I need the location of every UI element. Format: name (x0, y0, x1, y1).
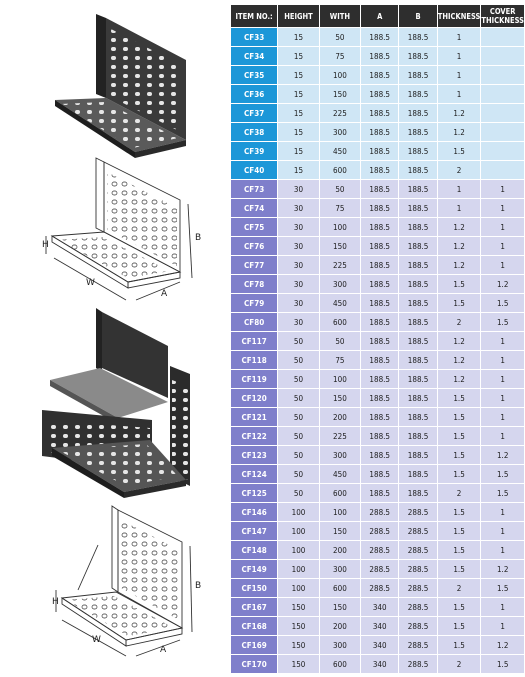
cell-b: 288.5 (399, 598, 437, 617)
cell-a: 288.5 (361, 503, 399, 522)
cell-cover-thickness: 1.5 (481, 484, 525, 503)
cell-b: 188.5 (399, 199, 437, 218)
cell-a: 188.5 (361, 66, 399, 85)
table-row (231, 617, 525, 636)
cell-a: 188.5 (361, 47, 399, 66)
cell-a: 188.5 (361, 161, 399, 180)
cell-a: 188.5 (361, 218, 399, 237)
cell-a: 188.5 (361, 484, 399, 503)
cell-cover-thickness: 1 (481, 351, 525, 370)
cell-item-no: CF168 (231, 617, 278, 636)
header-thickness: THICKNESS (437, 5, 481, 28)
cell-a: 188.5 (361, 275, 399, 294)
cell-b: 188.5 (399, 446, 437, 465)
cell-a: 288.5 (361, 579, 399, 598)
cell-a: 188.5 (361, 104, 399, 123)
table-row (231, 237, 525, 256)
cell-height: 100 (278, 522, 320, 541)
table-row (231, 503, 525, 522)
cell-thickness: 1 (437, 47, 481, 66)
cell-item-no: CF121 (231, 408, 278, 427)
cell-cover-thickness: 1 (481, 541, 525, 560)
cell-item-no: CF118 (231, 351, 278, 370)
table-row (231, 389, 525, 408)
cell-cover-thickness: 1 (481, 389, 525, 408)
figure-dark-bend-with-cover (42, 308, 190, 498)
cell-a: 188.5 (361, 142, 399, 161)
cell-cover-thickness: 1.2 (481, 636, 525, 655)
cell-item-no: CF77 (231, 256, 278, 275)
cell-height: 150 (278, 598, 320, 617)
cell-thickness: 1.5 (437, 598, 481, 617)
cell-b: 188.5 (399, 427, 437, 446)
cell-cover-thickness (481, 66, 525, 85)
cell-item-no: CF169 (231, 636, 278, 655)
cell-height: 100 (278, 541, 320, 560)
cell-b: 288.5 (399, 541, 437, 560)
cell-b: 188.5 (399, 28, 437, 47)
cell-width: 100 (319, 370, 360, 389)
cell-b: 188.5 (399, 370, 437, 389)
cell-height: 50 (278, 370, 320, 389)
table-row (231, 123, 525, 142)
table-row (231, 66, 525, 85)
header-a: A (361, 5, 399, 28)
cell-item-no: CF36 (231, 85, 278, 104)
cell-height: 150 (278, 636, 320, 655)
header-cover-thickness: COVER THICKNESS (481, 5, 525, 28)
cell-a: 188.5 (361, 351, 399, 370)
cell-cover-thickness: 1.5 (481, 313, 525, 332)
cell-item-no: CF39 (231, 142, 278, 161)
cell-width: 150 (319, 237, 360, 256)
cell-thickness: 2 (437, 484, 481, 503)
cell-width: 100 (319, 218, 360, 237)
cell-a: 288.5 (361, 560, 399, 579)
header-item-no: ITEM NO.: (231, 5, 278, 28)
table-row (231, 484, 525, 503)
cell-b: 188.5 (399, 123, 437, 142)
figure-line-vertical-bend (46, 158, 192, 300)
cell-b: 288.5 (399, 503, 437, 522)
cell-height: 50 (278, 446, 320, 465)
cell-width: 600 (319, 579, 360, 598)
cell-cover-thickness: 1 (481, 427, 525, 446)
cell-height: 15 (278, 123, 320, 142)
cell-height: 50 (278, 408, 320, 427)
cell-thickness: 2 (437, 579, 481, 598)
cell-a: 188.5 (361, 313, 399, 332)
table-row (231, 465, 525, 484)
cell-height: 30 (278, 256, 320, 275)
cell-item-no: CF74 (231, 199, 278, 218)
cell-b: 188.5 (399, 85, 437, 104)
cell-a: 340 (361, 598, 399, 617)
cell-cover-thickness: 1 (481, 408, 525, 427)
cell-height: 15 (278, 28, 320, 47)
cell-width: 75 (319, 47, 360, 66)
cell-cover-thickness: 1.2 (481, 446, 525, 465)
cell-width: 50 (319, 180, 360, 199)
cell-thickness: 1 (437, 66, 481, 85)
cell-width: 200 (319, 617, 360, 636)
table-row (231, 142, 525, 161)
cell-width: 200 (319, 408, 360, 427)
cell-item-no: CF149 (231, 560, 278, 579)
table-row (231, 218, 525, 237)
cell-a: 188.5 (361, 294, 399, 313)
cell-a: 188.5 (361, 256, 399, 275)
cell-b: 288.5 (399, 560, 437, 579)
cell-thickness: 2 (437, 161, 481, 180)
cell-a: 188.5 (361, 85, 399, 104)
cell-cover-thickness (481, 85, 525, 104)
table-row (231, 256, 525, 275)
cell-item-no: CF119 (231, 370, 278, 389)
cell-thickness: 1.2 (437, 370, 481, 389)
cell-a: 188.5 (361, 28, 399, 47)
cell-item-no: CF122 (231, 427, 278, 446)
cell-width: 150 (319, 389, 360, 408)
cell-height: 50 (278, 389, 320, 408)
table-row (231, 522, 525, 541)
table-row (231, 104, 525, 123)
cell-cover-thickness: 1 (481, 237, 525, 256)
cell-thickness: 2 (437, 655, 481, 674)
table-row (231, 47, 525, 66)
cell-a: 188.5 (361, 237, 399, 256)
cell-width: 450 (319, 294, 360, 313)
cell-width: 300 (319, 446, 360, 465)
cell-height: 150 (278, 655, 320, 674)
cell-b: 288.5 (399, 579, 437, 598)
cell-item-no: CF38 (231, 123, 278, 142)
cell-cover-thickness: 1 (481, 370, 525, 389)
cell-item-no: CF78 (231, 275, 278, 294)
cell-a: 188.5 (361, 199, 399, 218)
cell-height: 100 (278, 560, 320, 579)
cell-b: 188.5 (399, 465, 437, 484)
cell-width: 600 (319, 484, 360, 503)
cell-thickness: 2 (437, 313, 481, 332)
table-row (231, 579, 525, 598)
cell-cover-thickness: 1 (481, 522, 525, 541)
cell-thickness: 1.5 (437, 446, 481, 465)
cell-width: 300 (319, 275, 360, 294)
cell-thickness: 1.5 (437, 465, 481, 484)
cell-thickness: 1.2 (437, 123, 481, 142)
cell-cover-thickness: 1 (481, 256, 525, 275)
table-row (231, 275, 525, 294)
cell-height: 50 (278, 427, 320, 446)
cell-height: 50 (278, 332, 320, 351)
cell-cover-thickness: 1.2 (481, 275, 525, 294)
cell-b: 188.5 (399, 256, 437, 275)
cell-a: 288.5 (361, 522, 399, 541)
cell-b: 188.5 (399, 218, 437, 237)
cell-b: 188.5 (399, 66, 437, 85)
cell-width: 225 (319, 427, 360, 446)
cell-height: 150 (278, 617, 320, 636)
cell-width: 450 (319, 142, 360, 161)
table-row (231, 351, 525, 370)
cell-item-no: CF37 (231, 104, 278, 123)
cell-b: 188.5 (399, 332, 437, 351)
cell-width: 50 (319, 28, 360, 47)
cell-cover-thickness: 1.5 (481, 465, 525, 484)
cell-item-no: CF146 (231, 503, 278, 522)
cell-a: 188.5 (361, 123, 399, 142)
cell-width: 300 (319, 560, 360, 579)
cell-item-no: CF40 (231, 161, 278, 180)
cell-thickness: 1 (437, 199, 481, 218)
cell-b: 188.5 (399, 104, 437, 123)
cell-cover-thickness (481, 47, 525, 66)
dim-a-label: A (161, 289, 168, 299)
cell-cover-thickness: 1.5 (481, 294, 525, 313)
cell-width: 450 (319, 465, 360, 484)
cell-thickness: 1.5 (437, 427, 481, 446)
cell-thickness: 1 (437, 28, 481, 47)
header-row (231, 5, 525, 28)
cell-thickness: 1 (437, 85, 481, 104)
cell-height: 100 (278, 503, 320, 522)
cell-height: 30 (278, 180, 320, 199)
cell-height: 15 (278, 104, 320, 123)
cell-thickness: 1.5 (437, 522, 481, 541)
cell-item-no: CF147 (231, 522, 278, 541)
cell-thickness: 1.2 (437, 104, 481, 123)
cell-height: 100 (278, 579, 320, 598)
cell-width: 225 (319, 256, 360, 275)
cell-thickness: 1.2 (437, 332, 481, 351)
cell-item-no: CF33 (231, 28, 278, 47)
cell-item-no: CF124 (231, 465, 278, 484)
cell-width: 225 (319, 104, 360, 123)
cell-cover-thickness: 1 (481, 598, 525, 617)
cell-item-no: CF123 (231, 446, 278, 465)
cell-width: 200 (319, 541, 360, 560)
cell-a: 340 (361, 655, 399, 674)
table-row (231, 180, 525, 199)
cell-thickness: 1.5 (437, 389, 481, 408)
cell-cover-thickness (481, 123, 525, 142)
cell-thickness: 1 (437, 180, 481, 199)
product-illustrations (0, 0, 228, 677)
table-row (231, 85, 525, 104)
cell-item-no: CF150 (231, 579, 278, 598)
cell-width: 600 (319, 161, 360, 180)
cell-thickness: 1.2 (437, 237, 481, 256)
cell-a: 340 (361, 636, 399, 655)
figure-dark-vertical-bend (55, 14, 186, 158)
table-row (231, 370, 525, 389)
cell-b: 188.5 (399, 389, 437, 408)
cell-item-no: CF148 (231, 541, 278, 560)
cell-a: 188.5 (361, 180, 399, 199)
cell-item-no: CF73 (231, 180, 278, 199)
spec-table (230, 4, 525, 674)
cell-thickness: 1.5 (437, 294, 481, 313)
dim-a-label-2: A (160, 645, 167, 655)
cell-height: 30 (278, 313, 320, 332)
cell-width: 300 (319, 123, 360, 142)
cell-b: 188.5 (399, 313, 437, 332)
cell-width: 75 (319, 351, 360, 370)
table-row (231, 541, 525, 560)
cell-height: 15 (278, 85, 320, 104)
table-row (231, 636, 525, 655)
cell-cover-thickness: 1.5 (481, 655, 525, 674)
cell-cover-thickness (481, 161, 525, 180)
cell-b: 188.5 (399, 351, 437, 370)
cell-b: 188.5 (399, 275, 437, 294)
cell-b: 188.5 (399, 142, 437, 161)
cell-cover-thickness: 1 (481, 218, 525, 237)
cell-width: 600 (319, 655, 360, 674)
cell-thickness: 1.5 (437, 142, 481, 161)
cell-cover-thickness: 1 (481, 180, 525, 199)
cell-b: 288.5 (399, 655, 437, 674)
table-row (231, 332, 525, 351)
cell-height: 30 (278, 199, 320, 218)
cell-item-no: CF125 (231, 484, 278, 503)
cell-cover-thickness (481, 28, 525, 47)
cell-height: 15 (278, 47, 320, 66)
cell-cover-thickness: 1 (481, 503, 525, 522)
cell-item-no: CF34 (231, 47, 278, 66)
figure-line-tall-bend (56, 506, 192, 656)
cell-b: 288.5 (399, 617, 437, 636)
cell-thickness: 1.2 (437, 218, 481, 237)
cell-a: 188.5 (361, 332, 399, 351)
cell-thickness: 1.5 (437, 275, 481, 294)
cell-item-no: CF76 (231, 237, 278, 256)
cell-a: 188.5 (361, 427, 399, 446)
cell-height: 30 (278, 218, 320, 237)
cell-cover-thickness: 1 (481, 617, 525, 636)
cell-width: 100 (319, 66, 360, 85)
cell-thickness: 1.5 (437, 541, 481, 560)
cell-height: 30 (278, 294, 320, 313)
cell-b: 188.5 (399, 237, 437, 256)
cell-item-no: CF167 (231, 598, 278, 617)
dim-w-label-2: W (92, 635, 101, 645)
table-row (231, 28, 525, 47)
cell-width: 100 (319, 503, 360, 522)
cell-cover-thickness: 1.5 (481, 579, 525, 598)
cell-cover-thickness: 1 (481, 199, 525, 218)
cell-height: 50 (278, 484, 320, 503)
header-b: B (399, 5, 437, 28)
cell-a: 188.5 (361, 465, 399, 484)
cell-thickness: 1.5 (437, 617, 481, 636)
cell-b: 288.5 (399, 522, 437, 541)
dim-b-label: B (195, 233, 202, 243)
cell-item-no: CF117 (231, 332, 278, 351)
dim-h-label: H (42, 240, 49, 250)
cell-width: 75 (319, 199, 360, 218)
cell-a: 188.5 (361, 370, 399, 389)
cell-width: 600 (319, 313, 360, 332)
cell-thickness: 1.2 (437, 256, 481, 275)
cell-item-no: CF120 (231, 389, 278, 408)
cell-width: 50 (319, 332, 360, 351)
table-row (231, 560, 525, 579)
cell-cover-thickness (481, 142, 525, 161)
cell-width: 150 (319, 522, 360, 541)
cell-height: 15 (278, 161, 320, 180)
cell-a: 340 (361, 617, 399, 636)
cell-thickness: 1.5 (437, 503, 481, 522)
cell-b: 188.5 (399, 161, 437, 180)
cell-height: 50 (278, 465, 320, 484)
cell-item-no: CF79 (231, 294, 278, 313)
cell-thickness: 1.5 (437, 636, 481, 655)
cell-item-no: CF170 (231, 655, 278, 674)
cell-cover-thickness: 1.2 (481, 560, 525, 579)
table-row (231, 598, 525, 617)
dim-h-label-2: H (52, 597, 59, 607)
cell-thickness: 1.2 (437, 351, 481, 370)
table-row (231, 655, 525, 674)
cell-cover-thickness (481, 104, 525, 123)
cell-width: 150 (319, 598, 360, 617)
header-width: WITH (319, 5, 360, 28)
cell-width: 150 (319, 85, 360, 104)
table-row (231, 161, 525, 180)
header-height: HEIGHT (278, 5, 320, 28)
cell-thickness: 1.5 (437, 560, 481, 579)
cell-b: 188.5 (399, 294, 437, 313)
dim-w-label: W (86, 278, 95, 288)
cell-height: 30 (278, 237, 320, 256)
cell-thickness: 1.5 (437, 408, 481, 427)
cell-height: 30 (278, 275, 320, 294)
cell-a: 288.5 (361, 541, 399, 560)
dim-b-label-2: B (195, 581, 202, 591)
cell-height: 15 (278, 142, 320, 161)
table-row (231, 446, 525, 465)
cell-b: 188.5 (399, 180, 437, 199)
table-row (231, 408, 525, 427)
cell-height: 15 (278, 66, 320, 85)
cell-b: 188.5 (399, 484, 437, 503)
cell-item-no: CF35 (231, 66, 278, 85)
table-row (231, 294, 525, 313)
cell-a: 188.5 (361, 408, 399, 427)
table-row (231, 199, 525, 218)
cell-item-no: CF80 (231, 313, 278, 332)
table-row (231, 427, 525, 446)
cell-b: 188.5 (399, 408, 437, 427)
cell-a: 188.5 (361, 446, 399, 465)
cell-b: 288.5 (399, 636, 437, 655)
cell-cover-thickness: 1 (481, 332, 525, 351)
cell-width: 300 (319, 636, 360, 655)
cell-height: 50 (278, 351, 320, 370)
cell-b: 188.5 (399, 47, 437, 66)
cell-item-no: CF75 (231, 218, 278, 237)
cell-a: 188.5 (361, 389, 399, 408)
table-row (231, 313, 525, 332)
